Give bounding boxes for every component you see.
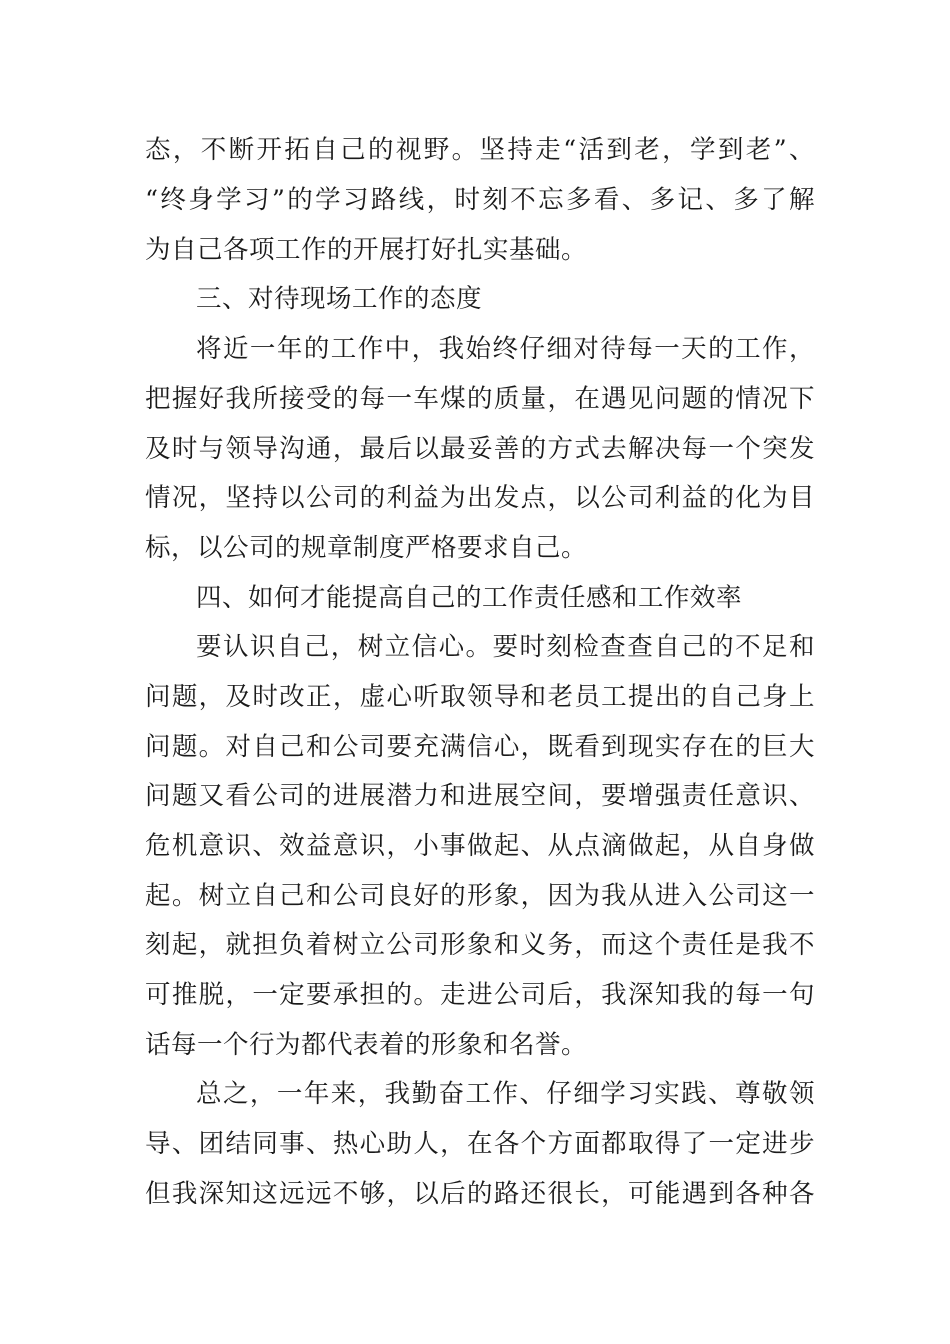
text-line: 总之，一年来，我勤奋工作、仔细学习实践、尊敬领 (196, 1079, 815, 1109)
text-line: 及时与领导沟通，最后以最妥善的方式去解决每一个突发 (145, 434, 815, 464)
text-line: 可推脱，一定要承担的。走进公司后，我深知我的每一句 (145, 980, 815, 1010)
text-line: 将近一年的工作中，我始终仔细对待每一天的工作， (196, 334, 815, 364)
text-line: 问题又看公司的进展潜力和进展空间，要增强责任意识、 (145, 781, 815, 811)
text-line: 情况，坚持以公司的利益为出发点，以公司利益的化为目 (145, 483, 815, 513)
section-heading: 三、对待现场工作的态度 (196, 284, 483, 314)
text-line: 导、团结同事、热心助人，在各个方面都取得了一定进步 (145, 1129, 815, 1159)
text-line: 为自己各项工作的开展打好扎实基础。 (145, 235, 588, 265)
text-line: 要认识自己，树立信心。要时刻检查查自己的不足和 (196, 632, 815, 662)
text-line: 问题。对自己和公司要充满信心，既看到现实存在的巨大 (145, 732, 815, 762)
text-line: “终身学习”的学习路线，时刻不忘多看、多记、多了解 (145, 185, 815, 215)
text-line: 把握好我所接受的每一车煤的质量，在遇见问题的情况下 (145, 384, 815, 414)
text-line: 问题，及时改正，虚心听取领导和老员工提出的自己身上 (145, 682, 815, 712)
text-line: 起。树立自己和公司良好的形象，因为我从进入公司这一 (145, 881, 815, 911)
text-line: 刻起，就担负着树立公司形象和义务，而这个责任是我不 (145, 930, 815, 960)
text-line: 态，不断开拓自己的视野。坚持走“活到老，学到老”、 (145, 135, 815, 165)
section-heading: 四、如何才能提高自己的工作责任感和工作效率 (196, 583, 743, 613)
text-line: 话每一个行为都代表着的形象和名誉。 (145, 1030, 588, 1060)
text-line: 标，以公司的规章制度严格要求自己。 (145, 533, 588, 563)
text-line: 危机意识、效益意识，小事做起、从点滴做起，从自身做 (145, 831, 815, 861)
text-line: 但我深知这远远不够，以后的路还很长，可能遇到各种各 (145, 1179, 815, 1209)
